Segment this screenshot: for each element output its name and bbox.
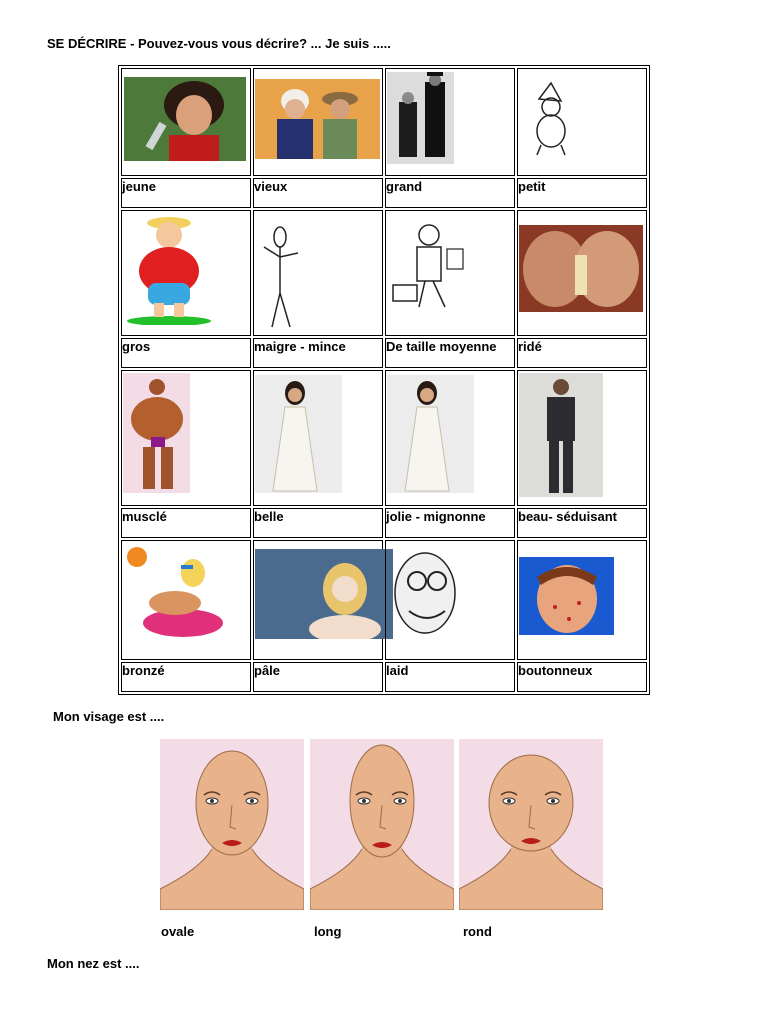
label-grand: grand — [385, 178, 515, 208]
image-cell-jolie — [385, 370, 515, 506]
woman-white-dress-photo-2 — [387, 375, 474, 493]
label-maigre-mince: maigre - mince — [253, 338, 383, 368]
label-muscle: musclé — [121, 508, 251, 538]
image-cell-petit — [517, 68, 647, 176]
image-cell-muscle — [121, 370, 251, 506]
young-girl-photo — [124, 77, 246, 161]
vocabulary-grid — [118, 65, 650, 695]
image-cell-vieux — [253, 68, 383, 176]
label-pale: pâle — [253, 662, 383, 692]
image-cell-belle — [253, 370, 383, 506]
woman-white-dress-photo — [255, 375, 342, 493]
face-label-rond: rond — [463, 924, 492, 939]
image-cell-pale — [253, 540, 383, 660]
label-laid: laid — [385, 662, 515, 692]
pimply-face-cartoon — [519, 557, 614, 635]
nez-heading: Mon nez est .... — [47, 956, 140, 971]
thin-man-sketch — [256, 223, 311, 331]
sunbathing-girl-cartoon — [123, 543, 227, 643]
label-vieux: vieux — [253, 178, 383, 208]
label-ride: ridé — [517, 338, 647, 368]
ugly-face-caricature — [387, 545, 465, 645]
image-cell-taille-moyenne — [385, 210, 515, 336]
label-de-taille-moyenne: De taille moyenne — [385, 338, 515, 368]
dwarf-sketch — [519, 79, 583, 159]
face-long-illustration — [310, 739, 454, 910]
tall-short-men-photo — [387, 72, 454, 164]
face-label-ovale: ovale — [161, 924, 195, 939]
average-man-sketch — [387, 221, 471, 311]
image-cell-maigre — [253, 210, 383, 336]
wrinkled-faces-illusion-painting — [519, 225, 643, 312]
label-bronze: bronzé — [121, 662, 251, 692]
image-cell-laid — [385, 540, 515, 660]
label-jeune: jeune — [121, 178, 251, 208]
label-jolie-mignonne: jolie - mignonne — [385, 508, 515, 538]
man-in-suit-photo — [519, 373, 603, 497]
face-round-illustration — [459, 739, 603, 910]
image-cell-bronze — [121, 540, 251, 660]
image-cell-gros — [121, 210, 251, 336]
visage-heading: Mon visage est .... — [53, 709, 165, 724]
label-boutonneux: boutonneux — [517, 662, 647, 692]
bodybuilder-photo — [123, 373, 190, 493]
label-gros: gros — [121, 338, 251, 368]
face-oval-illustration — [160, 739, 304, 910]
image-cell-boutonneux — [517, 540, 647, 660]
pale-woman-photo — [255, 549, 393, 639]
worksheet-title: SE DÉCRIRE - Pouvez-vous vous décrire? ... Je suis ..... — [47, 36, 391, 51]
old-couple-photo — [255, 79, 380, 159]
label-belle: belle — [253, 508, 383, 538]
fat-man-cartoon — [124, 213, 214, 325]
label-petit: petit — [517, 178, 647, 208]
label-beau-seduisant: beau- séduisant — [517, 508, 647, 538]
image-cell-beau — [517, 370, 647, 506]
image-cell-jeune — [121, 68, 251, 176]
image-cell-grand — [385, 68, 515, 176]
image-cell-ride — [517, 210, 647, 336]
face-label-long: long — [314, 924, 342, 939]
